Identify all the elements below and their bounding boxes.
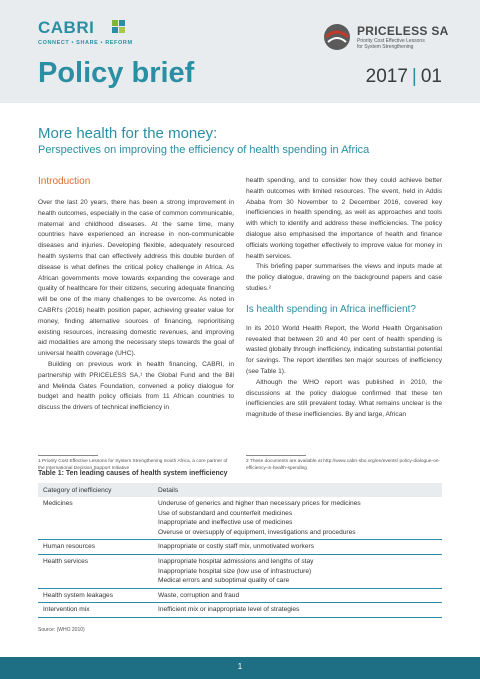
inefficiency-heading: Is health spending in Africa inefficient? xyxy=(246,303,416,315)
table-title: Table 1: Ten leading causes of health system inefficiency xyxy=(38,470,228,477)
right-paragraph-1: health spending, and to consider how they could achieve better health outcomes with limited resources. The event, held in Addis Ababa from 30 November to 2 December 2016, covered key inefficiencies in health spending, as well as approaches and tools with which to identify and address these inefficiencies. The policy dialogue also emphasised the importance of health and finance officials working together effectively to improve value for money in health services. xyxy=(246,177,442,260)
footnote-right: 2 These documents are available at http://www.cabri-sbo.org/en/events/ policy-dialogue-on-efficiency-in-health-spending xyxy=(246,459,441,471)
table-row xyxy=(38,603,442,618)
detail-line: Inefficient mix or inappropriate level of strategies xyxy=(158,606,300,614)
detail-line: Inappropriate and ineffective use of medicines xyxy=(158,519,293,527)
detail-line: Underuse of generics and higher than necessary prices for medicines xyxy=(158,500,361,507)
detail-line: Medical errors and suboptimal quality of care xyxy=(158,577,290,585)
right-paragraph-2: This briefing paper summarises the views and inputs made at the policy dialogue, drawing on the background papers and case studies.² xyxy=(246,263,442,292)
table-cell-details xyxy=(153,497,442,540)
priceless-name: PRICELESS SA xyxy=(357,24,449,38)
table-cell-category: Medicines xyxy=(38,497,153,540)
table-row xyxy=(38,540,442,555)
priceless-logo xyxy=(322,22,462,52)
table-header-details: Details xyxy=(153,483,442,497)
priceless-tagline-line2: for System Strengthening xyxy=(357,44,414,50)
issue-separator: | xyxy=(411,66,417,87)
page-number: 1 xyxy=(237,662,243,671)
table-cell-details xyxy=(153,554,442,588)
table-cell-category: Intervention mix xyxy=(38,603,153,618)
header-band xyxy=(0,0,480,103)
introduction-heading: Introduction xyxy=(38,176,91,187)
cabri-leaf-icon xyxy=(112,20,126,34)
table-header-row xyxy=(38,483,442,497)
priceless-tagline xyxy=(357,38,425,50)
intro-paragraph-1: Over the last 20 years, there has been a strong improvement in health outcomes, especially in the case of common communicable, maternal and childhood diseases. At the same time, many countries have experienced an increase in non-communicable diseases and injuries. Developing flexible, adequately resourced health systems that can effectively address this double burden of disease is what defines the critical policy challenge in Africa. As African governments move towards expanding the coverage and quality of healthcare for their citizens, securing adequate financing will be one of the many challenges to be overcome. As noted in CABRI's (2016) health position paper, achieving greater value for money, finding alternative sources of financing, reprioritising existing resources, increasing domestic revenues, and improving aid modalities are among the necessary steps towards the goal of universal health coverage (UHC). xyxy=(38,199,234,358)
detail-line: Waste, corruption and fraud xyxy=(158,591,240,599)
table-cell-details xyxy=(153,540,442,555)
table-cell-details xyxy=(153,588,442,603)
issue-year: 2017 xyxy=(365,66,408,87)
table-header-category: Category of inefficiency xyxy=(38,483,153,497)
table-cell-category: Health system leakages xyxy=(38,588,153,603)
table-cell-category: Human resources xyxy=(38,540,153,555)
right-paragraph-3: In its 2010 World Health Report, the World Health Organisation revealed that between 20 and 40 per cent of health spending is wasted globally through inefficiency, indicating substantial potential for savings. The report identifies ten major sources of inefficiency (see Table 1). xyxy=(246,324,442,375)
cabri-logo xyxy=(38,18,133,46)
table-row xyxy=(38,497,442,540)
table-row xyxy=(38,588,442,603)
priceless-tagline-line1: Priority Cost Effective Lessons xyxy=(357,38,425,44)
detail-line: Use of substandard and counterfeit medicines xyxy=(158,509,293,517)
doc-type-title: Policy brief xyxy=(38,57,195,89)
issue-number xyxy=(366,66,442,88)
footer-band xyxy=(0,657,480,679)
intro-paragraph-2: Building on previous work in health financing, CABRI, in partnership with PRICELESS SA,¹ the Global Fund and the Bill and Melinda Gates Foundation, convened a policy dialogue for budget and health policy officials from 11 African countries to discuss the drivers of technical inefficiency in xyxy=(38,360,234,412)
cabri-name: CABRI xyxy=(38,18,95,37)
right-column xyxy=(246,176,442,421)
brief-title: More health for the money: xyxy=(38,125,218,142)
table-cell-details xyxy=(153,603,442,618)
detail-line: Inappropriate or costly staff mix, unmotivated workers xyxy=(158,543,314,551)
cabri-tagline: CONNECT • SHARE • REFORM xyxy=(38,40,133,46)
table-cell-category: Health services xyxy=(38,554,153,588)
table-row xyxy=(38,554,442,588)
table-source: Source: (WHO 2010) xyxy=(38,627,85,633)
issue-num: 01 xyxy=(420,66,442,87)
brief-subtitle: Perspectives on improving the efficiency of health spending in Africa xyxy=(38,144,370,156)
detail-line: Inappropriate hospital size (low use of infrastructure) xyxy=(158,567,312,575)
inefficiency-table xyxy=(38,483,442,618)
footnote-rule-right xyxy=(246,455,306,456)
footnote-left: 1 Priority Cost Effective Lessons for System Strengthening South Africa, a core partner of the International Decision Support Initiative xyxy=(38,459,228,471)
right-paragraph-4: Although the WHO report was published in 2010, the discussions at the policy dialogue confirmed that these ten inefficiencies are still prevalent today. What remains unclear is the magnitude of these inefficiencies. By and large, African xyxy=(246,378,442,419)
priceless-globe-icon xyxy=(322,22,352,52)
detail-line: Overuse or oversupply of equipment, investigations and procedures xyxy=(158,528,356,536)
left-column xyxy=(38,176,234,414)
detail-line: Inappropriate hospital admissions and lengths of stay xyxy=(158,557,314,565)
footnote-rule-left xyxy=(38,455,98,456)
